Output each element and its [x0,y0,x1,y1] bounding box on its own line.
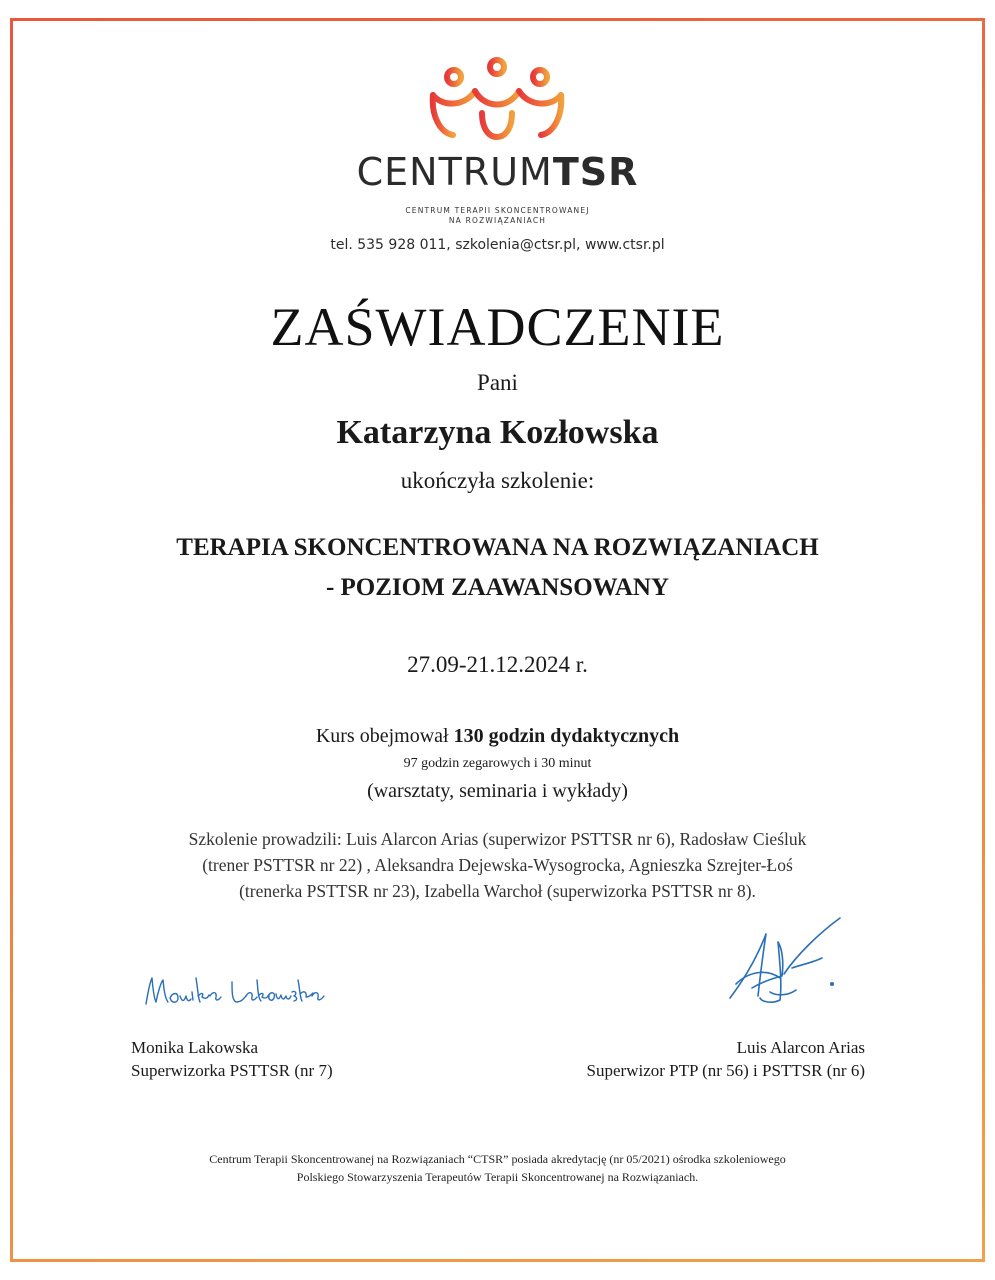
course-title-line1: TERAPIA SKONCENTROWANA NA ROZWIĄZANIACH [176,534,819,561]
recipient-name: Katarzyna Kozłowska [336,414,659,451]
clock-hours: 97 godzin zegarowych i 30 minut [403,756,592,771]
trainers-line: (trenerka PSTTSR nr 23), Izabella Warchoł (superwizorka PSTTSR nr 8). [239,881,756,901]
signer-right-role: Superwizor PTP (nr 56) i PSTTSR (nr 6) [586,1061,865,1080]
footer-line: Polskiego Stowarzyszenia Terapeutów Terapii Skoncentrowanej na Rozwiązaniach. [296,1170,699,1184]
course-title-line2: - POZIOM ZAAWANSOWANY [325,574,670,601]
course-hours: Kurs obejmował 130 godzin dydaktycznych [315,725,680,747]
course-forms: (warsztaty, seminaria i wykłady) [367,780,628,802]
signer-left-name: Monika Lakowska [131,1038,259,1057]
accreditation-footer [100,1150,895,1186]
signer-left [131,1036,333,1082]
salutation: Pani [477,370,518,395]
contact-info: tel. 535 928 011, szkolenia@ctsr.pl, www.ctsr.pl [330,237,665,253]
completed-text: ukończyła szkolenie: [400,468,595,493]
brand-subtitle: CENTRUM TERAPII SKONCENTROWANEJ NA ROZWIĄZANIACH [405,206,590,225]
course-dates: 27.09-21.12.2024 r. [407,652,588,677]
signer-left-role: Superwizorka PSTTSR (nr 7) [131,1061,333,1080]
trainers-paragraph [130,826,865,904]
signer-right [587,1036,865,1082]
brand-name: CENTRUMTSR [356,150,639,194]
trainers-line: (trener PSTTSR nr 22) , Aleksandra Dejewska-Wysogrocka, Agnieszka Szrejter-Łoś [202,855,793,875]
signer-right-name: Luis Alarcon Arias [736,1038,865,1057]
footer-line: Centrum Terapii Skoncentrowanej na Rozwiązaniach “CTSR” posiada akredytację (nr 05/2021) ośrodka szkoleniowego [209,1152,786,1166]
three-people-icon [427,55,567,140]
course-title [0,528,995,608]
signature-right [722,912,847,1010]
signature-left [140,968,325,1010]
certificate-title: ZAŚWIADCZENIE [270,297,725,357]
trainers-line: Szkolenie prowadzili: Luis Alarcon Arias (superwizor PSTTSR nr 6), Radosław Cieśluk [188,829,807,849]
